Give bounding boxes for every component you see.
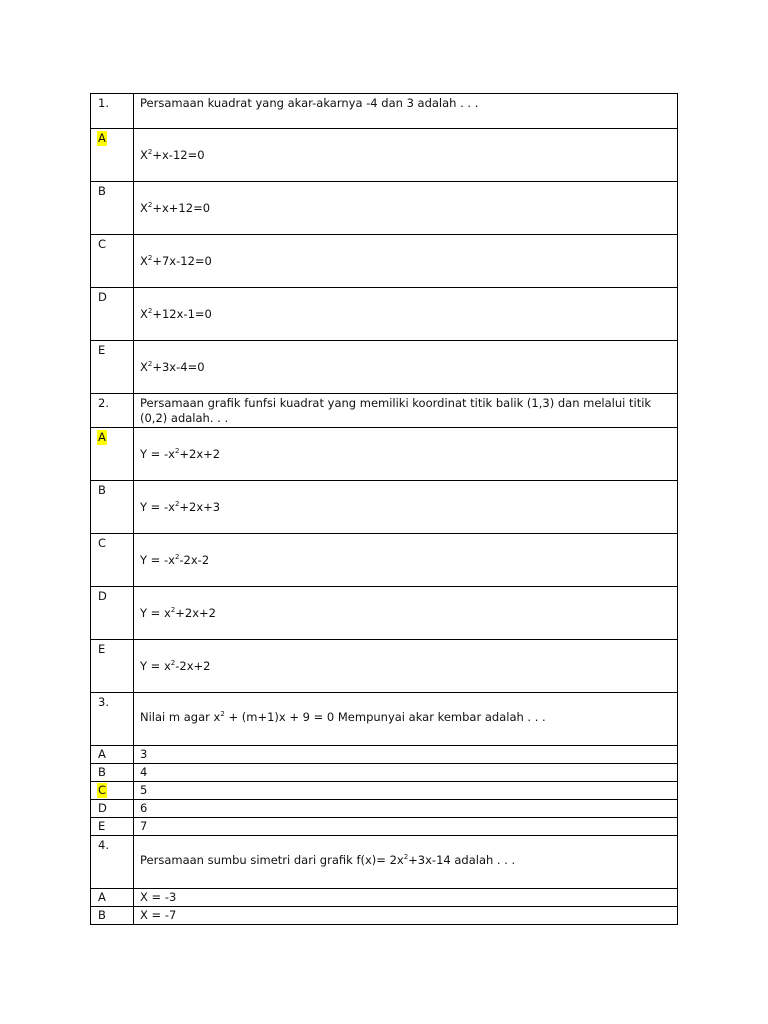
option-text: 5 [140,783,148,797]
option-row [91,800,678,818]
option-label: D [98,589,107,603]
question-row-2 [91,394,678,428]
option-row [91,235,678,288]
option-row [91,182,678,235]
option-row [91,481,678,534]
option-text: $X^2+3x-4=0$ [140,360,205,374]
option-label-correct: C [98,783,107,797]
option-row [91,746,678,764]
option-row [91,818,678,836]
option-row [91,764,678,782]
option-label: A [98,890,106,904]
question-text: Persamaan grafik funfsi kuadrat yang memiliki koordinat titik balik (1,3) dan melalui titik (0,2) adalah. . . [140,396,652,425]
option-row [91,782,678,800]
question-number: 1. [98,96,109,110]
question-row-4 [91,836,678,889]
question-table [90,93,678,925]
option-text: $Y = x^2-2x+2$ [140,659,211,673]
question-text: Nilai m agar $x^2 + (m+1)x + 9 = 0$ Mempunyai akar kembar adalah . . . [140,710,546,724]
option-label: B [98,184,106,198]
question-sheet [90,93,678,925]
option-row [91,129,678,182]
option-row [91,341,678,394]
option-text: 7 [140,819,148,833]
option-text: X = -7 [140,908,177,922]
option-label: A [98,747,106,761]
question-text: Persamaan sumbu simetri dari grafik $f(x)= 2x^2+3x-14$ adalah . . . [140,853,516,867]
option-label: C [98,237,107,251]
option-text: 3 [140,747,148,761]
option-text: $X^2+x-12=0$ [140,148,205,162]
option-row [91,587,678,640]
option-label: E [98,343,106,357]
option-text: X = -3 [140,890,177,904]
option-row [91,907,678,925]
option-label: B [98,908,106,922]
question-text: Persamaan kuadrat yang akar-akarnya -4 dan 3 adalah . . . [140,96,479,110]
option-text: $X^2+7x-12=0$ [140,254,212,268]
option-label-correct: A [98,430,106,444]
question-row-1 [91,94,678,129]
option-label: B [98,483,106,497]
option-row [91,889,678,907]
option-text: $Y = -x^2+2x+2$ [140,447,221,461]
option-text: $Y = -x^2-2x-2$ [140,553,210,567]
option-label: E [98,642,106,656]
option-label: D [98,801,107,815]
option-text: 4 [140,765,148,779]
option-row [91,534,678,587]
question-number: 3. [98,695,109,709]
option-row [91,288,678,341]
option-row [91,428,678,481]
option-label: B [98,765,106,779]
option-label: E [98,819,106,833]
question-number: 4. [98,838,109,852]
option-text: $Y = -x^2+2x+3$ [140,500,221,514]
option-label: D [98,290,107,304]
option-text: $X^2+x+12=0$ [140,201,211,215]
question-row-3 [91,693,678,746]
option-text: $X^2+12x-1=0$ [140,307,212,321]
option-row [91,640,678,693]
option-label-correct: A [98,131,106,145]
option-text: 6 [140,801,148,815]
question-number: 2. [98,396,109,410]
option-label: C [98,536,107,550]
option-text: $Y = x^2+2x+2$ [140,606,216,620]
